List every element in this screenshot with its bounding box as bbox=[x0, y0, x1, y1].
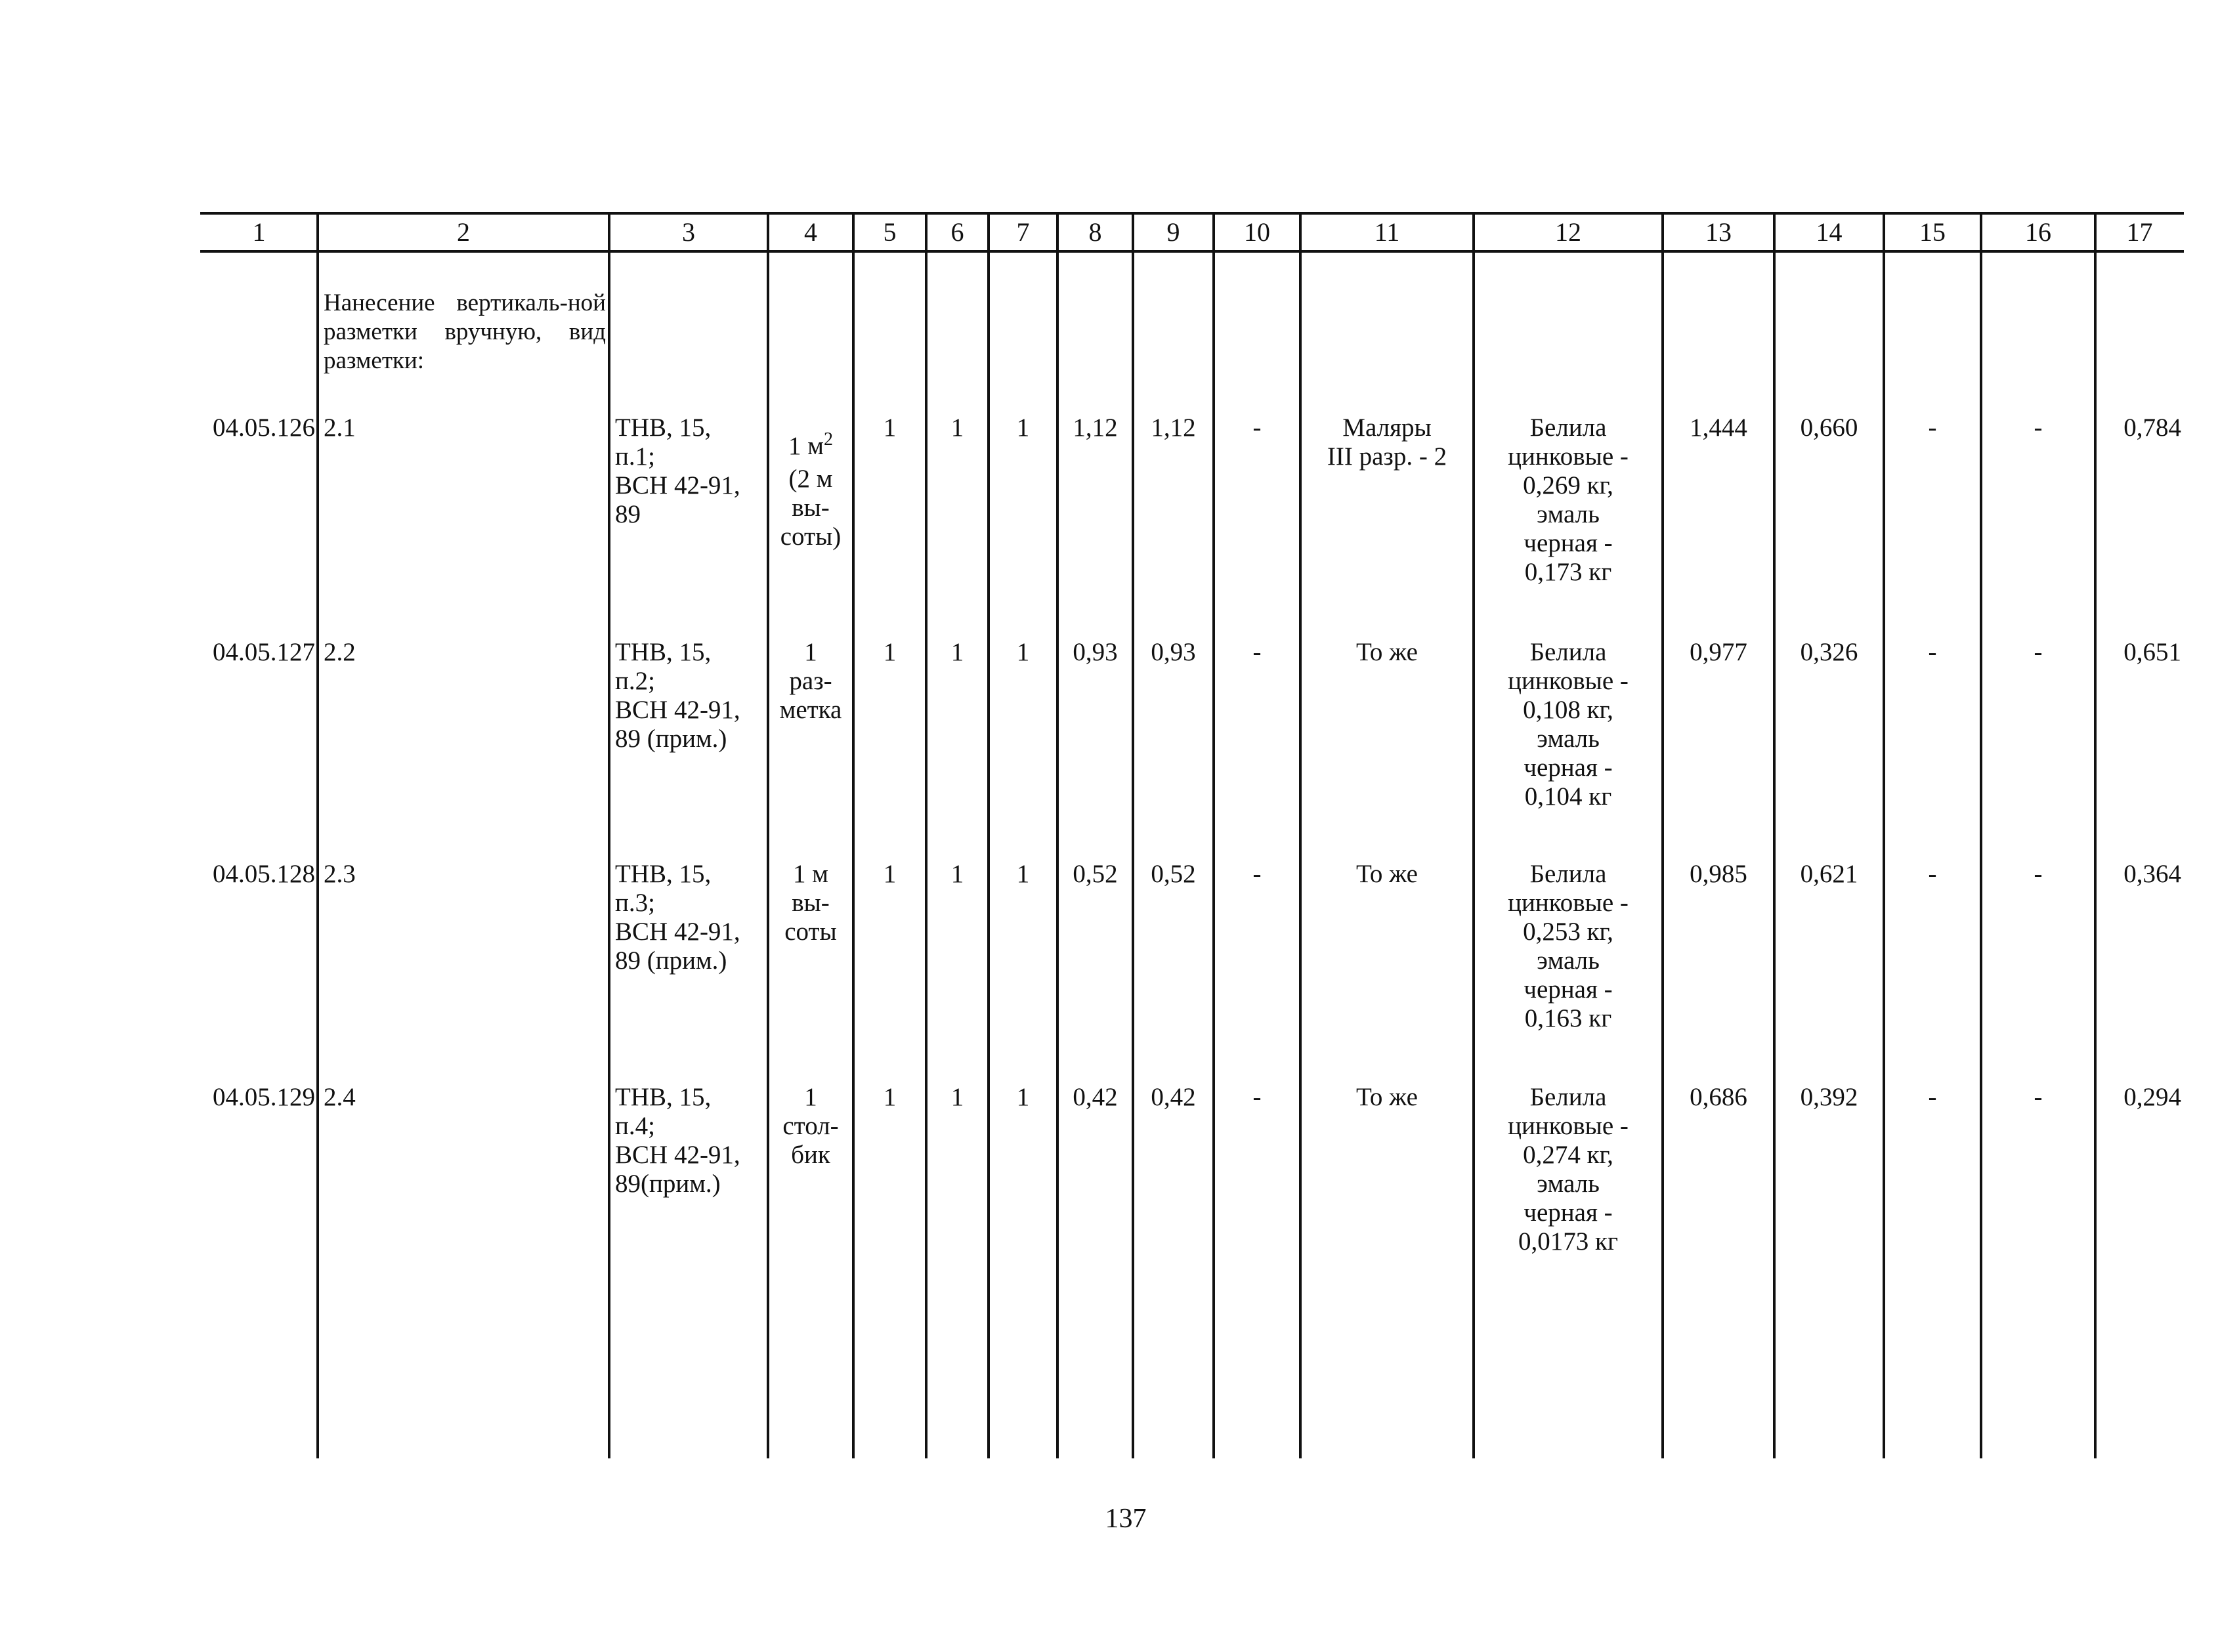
c8-cell: 0,93 bbox=[1073, 638, 1118, 666]
c10-cell: - bbox=[1252, 413, 1262, 442]
column-header: 6 bbox=[950, 217, 964, 247]
c9-cell: 1,12 bbox=[1151, 413, 1196, 442]
c6-cell: 1 bbox=[950, 1083, 964, 1111]
unit-cell bbox=[768, 413, 853, 551]
code-cell: 04.05.128 bbox=[213, 860, 315, 888]
materials-cell: Белила цинковые - 0,108 кг, эмаль черная - 0,104 кг bbox=[1508, 638, 1629, 811]
column-divider bbox=[1773, 212, 1776, 1458]
column-header: 3 bbox=[682, 217, 695, 247]
column-divider bbox=[2094, 212, 2097, 1458]
c16-cell: - bbox=[2034, 860, 2043, 888]
materials-cell: Белила цинковые - 0,274 кг, эмаль черная - 0,0173 кг bbox=[1508, 1083, 1629, 1256]
c15-cell: - bbox=[1928, 1083, 1937, 1111]
type-cell: 2.1 bbox=[324, 413, 356, 442]
c10-cell: - bbox=[1252, 860, 1262, 888]
column-divider bbox=[1472, 212, 1475, 1458]
unit-cell: 1 стол- бик bbox=[782, 1083, 839, 1169]
c7-cell: 1 bbox=[1016, 1083, 1030, 1111]
column-header: 2 bbox=[457, 217, 470, 247]
unit-exponent: 2 bbox=[823, 429, 833, 450]
type-cell: 2.3 bbox=[324, 860, 356, 888]
c10-cell: - bbox=[1252, 638, 1262, 666]
unit-cell: 1 раз- метка bbox=[779, 638, 842, 724]
unit-note: (2 м вы- соты) bbox=[780, 465, 842, 551]
column-divider bbox=[925, 212, 928, 1458]
c16-cell: - bbox=[2034, 1083, 2043, 1111]
column-divider bbox=[852, 212, 855, 1458]
reference-cell: ТНВ, 15, п.1; ВСН 42-91, 89 bbox=[615, 413, 740, 528]
column-header: 12 bbox=[1555, 217, 1581, 247]
c13-cell: 0,977 bbox=[1690, 638, 1747, 666]
column-divider bbox=[316, 212, 319, 1458]
column-header: 15 bbox=[1919, 217, 1946, 247]
c13-cell: 1,444 bbox=[1690, 413, 1747, 442]
column-divider bbox=[987, 212, 990, 1458]
materials-cell: Белила цинковые - 0,253 кг, эмаль черная - 0,163 кг bbox=[1508, 860, 1629, 1032]
column-header: 14 bbox=[1816, 217, 1843, 247]
type-cell: 2.2 bbox=[324, 638, 356, 666]
c13-cell: 0,686 bbox=[1690, 1083, 1747, 1111]
column-divider bbox=[767, 212, 769, 1458]
c17-cell: 0,651 bbox=[2123, 638, 2181, 666]
c6-cell: 1 bbox=[950, 638, 964, 666]
type-cell: 2.4 bbox=[324, 1083, 356, 1111]
column-header: 8 bbox=[1088, 217, 1102, 247]
column-header: 13 bbox=[1705, 217, 1732, 247]
c14-cell: 0,621 bbox=[1800, 860, 1858, 888]
unit-value bbox=[768, 429, 853, 461]
column-divider bbox=[1980, 212, 1982, 1458]
column-divider bbox=[608, 212, 610, 1458]
c5-cell: 1 bbox=[883, 860, 897, 888]
c15-cell: - bbox=[1928, 860, 1937, 888]
c8-cell: 1,12 bbox=[1073, 413, 1118, 442]
column-header: 11 bbox=[1374, 217, 1400, 247]
c8-cell: 0,52 bbox=[1073, 860, 1118, 888]
c6-cell: 1 bbox=[950, 413, 964, 442]
materials-cell: Белила цинковые - 0,269 кг, эмаль черная - 0,173 кг bbox=[1508, 413, 1629, 586]
c14-cell: 0,660 bbox=[1800, 413, 1858, 442]
reference-cell: ТНВ, 15, п.2; ВСН 42-91, 89 (прим.) bbox=[615, 638, 740, 753]
column-header: 7 bbox=[1016, 217, 1030, 247]
c14-cell: 0,326 bbox=[1800, 638, 1858, 666]
column-divider bbox=[1661, 212, 1664, 1458]
column-header: 9 bbox=[1166, 217, 1180, 247]
table-top-rule bbox=[200, 212, 2184, 215]
c7-cell: 1 bbox=[1016, 413, 1030, 442]
column-header: 4 bbox=[804, 217, 817, 247]
c7-cell: 1 bbox=[1016, 638, 1030, 666]
column-divider bbox=[1883, 212, 1885, 1458]
code-cell: 04.05.126 bbox=[213, 413, 315, 442]
c17-cell: 0,364 bbox=[2123, 860, 2181, 888]
c6-cell: 1 bbox=[950, 860, 964, 888]
code-cell: 04.05.127 bbox=[213, 638, 315, 666]
c15-cell: - bbox=[1928, 638, 1937, 666]
c7-cell: 1 bbox=[1016, 860, 1030, 888]
c14-cell: 0,392 bbox=[1800, 1083, 1858, 1111]
c5-cell: 1 bbox=[883, 1083, 897, 1111]
c9-cell: 0,42 bbox=[1151, 1083, 1196, 1111]
column-header: 10 bbox=[1244, 217, 1270, 247]
column-header: 16 bbox=[2025, 217, 2051, 247]
workers-cell: То же bbox=[1356, 638, 1418, 666]
column-divider bbox=[1132, 212, 1134, 1458]
column-divider bbox=[1212, 212, 1215, 1458]
c9-cell: 0,52 bbox=[1151, 860, 1196, 888]
unit-main: 1 м bbox=[788, 432, 824, 460]
column-header: 17 bbox=[2126, 217, 2153, 247]
c13-cell: 0,985 bbox=[1690, 860, 1747, 888]
column-divider bbox=[1299, 212, 1302, 1458]
section-title: Нанесение вертикаль-ной разметки вручную, вид разметки: bbox=[324, 289, 606, 374]
c5-cell: 1 bbox=[883, 638, 897, 666]
c16-cell: - bbox=[2034, 638, 2043, 666]
c17-cell: 0,784 bbox=[2123, 413, 2181, 442]
unit-cell: 1 м вы- соты bbox=[784, 860, 837, 946]
workers-cell: Маляры III разр. - 2 bbox=[1327, 413, 1447, 471]
page-number: 137 bbox=[1105, 1504, 1147, 1534]
column-divider bbox=[1056, 212, 1059, 1458]
workers-cell: То же bbox=[1356, 860, 1418, 888]
code-cell: 04.05.129 bbox=[213, 1083, 315, 1111]
c5-cell: 1 bbox=[883, 413, 897, 442]
c16-cell: - bbox=[2034, 413, 2043, 442]
header-bottom-rule bbox=[200, 250, 2184, 253]
c17-cell: 0,294 bbox=[2123, 1083, 2181, 1111]
c15-cell: - bbox=[1928, 413, 1937, 442]
column-header: 5 bbox=[883, 217, 897, 247]
reference-cell: ТНВ, 15, п.4; ВСН 42-91, 89(прим.) bbox=[615, 1083, 740, 1198]
reference-cell: ТНВ, 15, п.3; ВСН 42-91, 89 (прим.) bbox=[615, 860, 740, 975]
column-header: 1 bbox=[252, 217, 266, 247]
c8-cell: 0,42 bbox=[1073, 1083, 1118, 1111]
c10-cell: - bbox=[1252, 1083, 1262, 1111]
workers-cell: То же bbox=[1356, 1083, 1418, 1111]
c9-cell: 0,93 bbox=[1151, 638, 1196, 666]
